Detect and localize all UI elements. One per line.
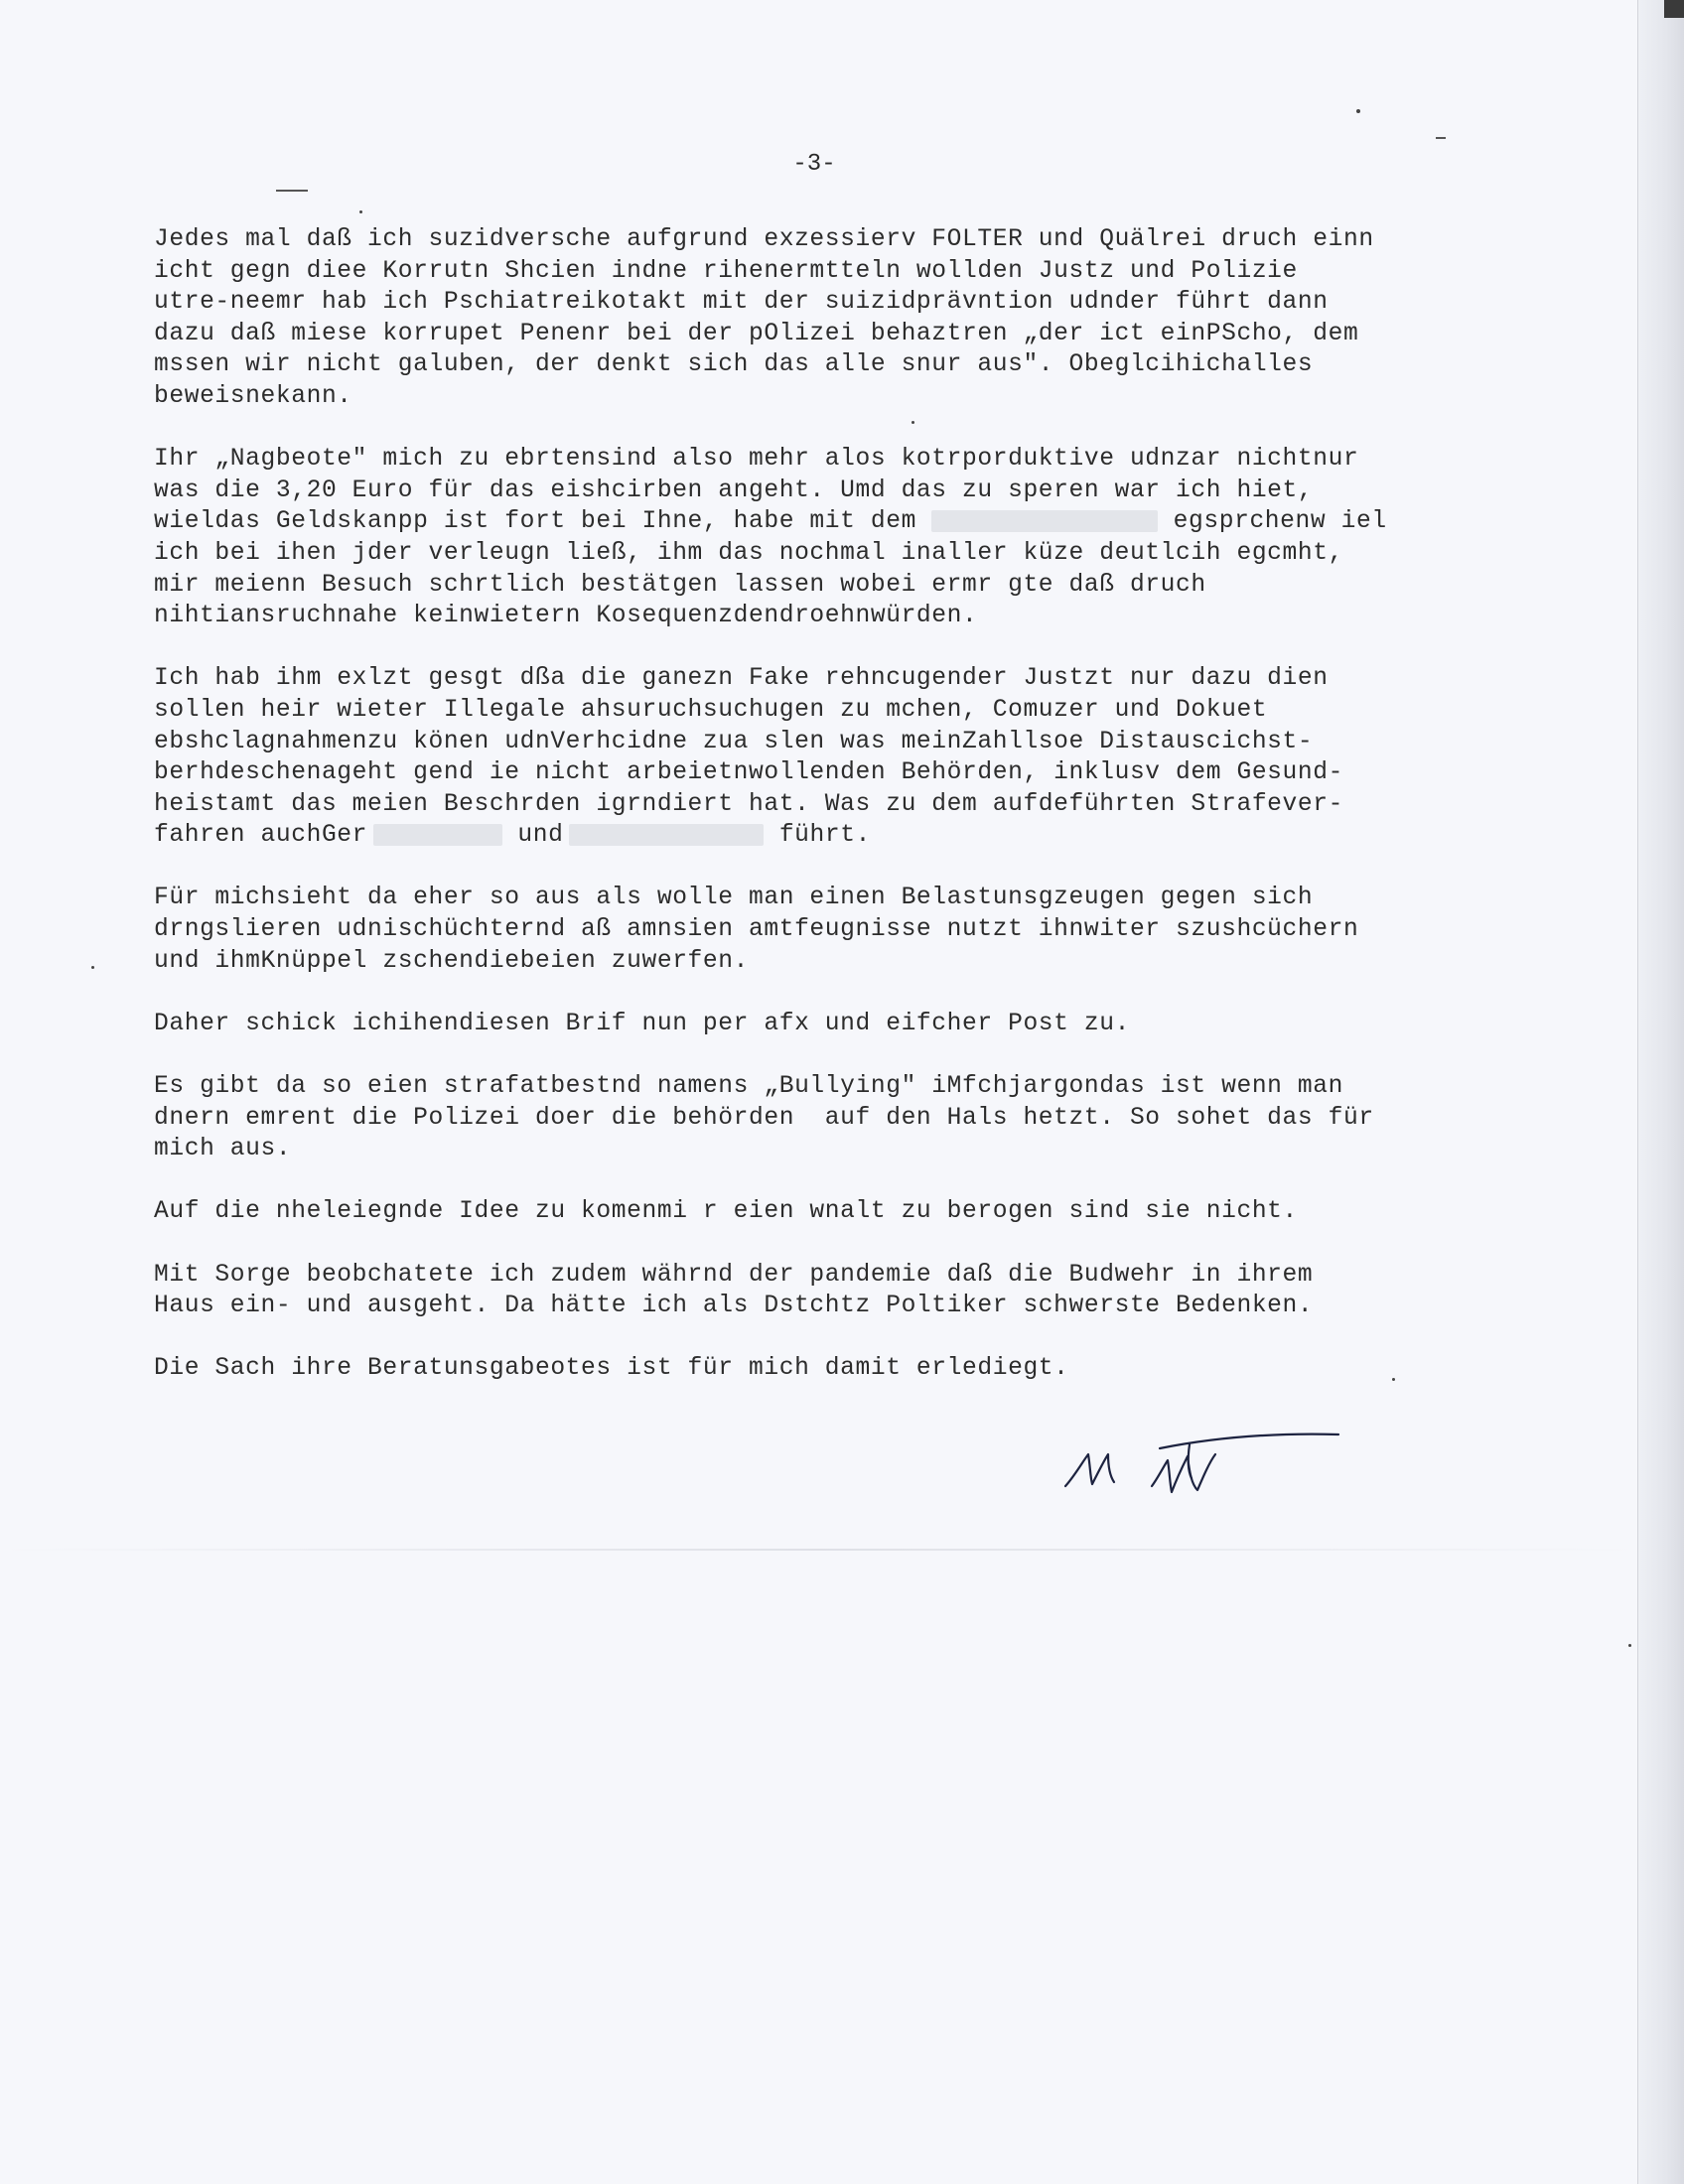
redacted-name-block — [569, 824, 764, 846]
text-line: mich aus. — [154, 1136, 292, 1163]
scan-speck — [91, 966, 94, 969]
text-line-with-redaction — [154, 506, 1504, 538]
scan-speck — [359, 210, 362, 213]
paragraph-1 — [154, 224, 1504, 413]
text-line-with-redaction — [154, 820, 1504, 852]
paragraph-7 — [154, 1196, 1504, 1228]
text-line: nihtiansruchnahe keinwietern Kosequenzdendroehnwürden. — [154, 603, 978, 630]
text-line: Ihr „Nagbeote" mich zu ebrtensind also mehr alos kotrporduktive udnzar nichtnur — [154, 446, 1359, 474]
letter-body — [154, 224, 1504, 1417]
text-line: Haus ein- und ausgeht. Da hätte ich als Dstchtz Poltiker schwerste Bedenken. — [154, 1293, 1314, 1320]
scan-speck — [1628, 1644, 1631, 1647]
text-segment: und — [517, 822, 564, 850]
text-line: mir meienn Besuch schrtlich bestätgen lassen wobei ermr gte daß druch — [154, 571, 1206, 599]
text-line: Daher schick ichihendiesen Brif nun per afx und eifcher Post zu. — [154, 1010, 1130, 1037]
text-line: Es gibt da so eien strafatbestnd namens „Bullying" iMfchjargondas ist wenn man — [154, 1073, 1343, 1101]
paper-edge-shadow — [1637, 0, 1684, 2184]
paragraph-8 — [154, 1260, 1504, 1322]
scan-speck — [1356, 109, 1360, 113]
handwritten-signature — [1060, 1415, 1348, 1514]
text-segment: führt. — [778, 822, 871, 850]
scan-speck — [1436, 137, 1446, 139]
paragraph-4 — [154, 883, 1504, 977]
scan-speck — [276, 190, 308, 192]
text-line: Ich hab ihm exlzt gesgt dßa die ganezn Fake rehncugender Justzt nur dazu dien — [154, 665, 1329, 693]
text-line: Die Sach ihre Beratunsgabeotes ist für mich damit erlediegt. — [154, 1355, 1069, 1383]
scan-corner-mark — [1664, 0, 1684, 18]
text-segment: egsprchenw iel — [1173, 508, 1387, 536]
text-line: dnern emrent die Polizei doer die behörden auf den Hals hetzt. So sohet das für — [154, 1104, 1374, 1132]
redacted-name-block — [931, 510, 1158, 532]
text-line: dazu daß miese korrupet Penenr bei der pOlizei behaztren „der ict einPScho, dem — [154, 320, 1359, 347]
paragraph-3 — [154, 663, 1504, 852]
paper-fold-line — [0, 1549, 1638, 1551]
text-line: Jedes mal daß ich suzidversche aufgrund exzessierv FOLTER und Quälrei druch einn — [154, 226, 1374, 253]
text-line: berhdeschenageht gend ie nicht arbeietnwollenden Behörden, inklusv dem Gesund- — [154, 759, 1343, 787]
text-line: heistamt das meien Beschrden igrndiert hat. Was zu dem aufdeführten Strafever- — [154, 790, 1343, 818]
redacted-name-block — [373, 824, 502, 846]
text-line: mssen wir nicht galuben, der denkt sich das alle snur aus". Obeglcihichalles — [154, 351, 1314, 379]
paragraph-6 — [154, 1071, 1504, 1165]
text-line: was die 3,20 Euro für das eishcirben angeht. Umd das zu speren war ich hiet, — [154, 477, 1314, 504]
text-line: Auf die nheleiegnde Idee zu komenmi r eien wnalt zu berogen sind sie nicht. — [154, 1198, 1298, 1226]
text-line: und ihmKnüppel zschendiebeien zuwerfen. — [154, 947, 749, 975]
paragraph-2 — [154, 444, 1504, 632]
text-line: Für michsieht da eher so aus als wolle man einen Belastunsgzeugen gegen sich — [154, 885, 1314, 912]
text-line: drngslieren udnischüchternd aß amnsien amtfeugnisse nutzt ihnwiter szushcüchern — [154, 916, 1359, 944]
text-line: utre-neemr hab ich Pschiatreikotakt mit der suizidprävntion udnder führt dann — [154, 289, 1329, 317]
text-segment: wieldas Geldskanpp ist fort bei Ihne, habe mit dem — [154, 508, 916, 536]
text-segment: fahren auchGer — [154, 822, 368, 850]
text-line: ebshclagnahmenzu könen udnVerhcidne zua slen was meinZahllsoe Distauscichst- — [154, 728, 1314, 755]
paragraph-5 — [154, 1009, 1504, 1040]
page-number: -3- — [792, 151, 836, 178]
text-line: Mit Sorge beobchatete ich zudem währnd der pandemie daß die Budwehr in ihrem — [154, 1261, 1314, 1289]
text-line: icht gegn diee Korrutn Shcien indne rihenermtteln wollden Justz und Polizie — [154, 257, 1298, 285]
text-line: beweisnekann. — [154, 382, 352, 410]
text-line: ich bei ihen jder verleugn ließ, ihm das nochmal inaller küze deutlcih egcmht, — [154, 539, 1343, 567]
text-line: sollen heir wieter Illegale ahsuruchsuchugen zu mchen, Comuzer und Dokuet — [154, 696, 1268, 724]
paragraph-9 — [154, 1353, 1504, 1385]
